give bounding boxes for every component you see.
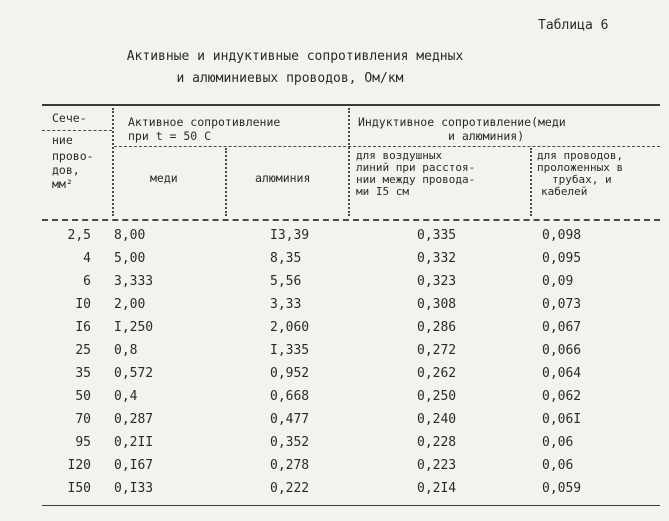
cell-inductive-cable: 0,059 xyxy=(542,481,582,496)
cell-copper-active: 0,I67 xyxy=(114,458,154,473)
header-divider xyxy=(348,108,350,216)
header-section-line1: Сече- xyxy=(52,111,87,125)
cell-section: 95 xyxy=(75,435,91,450)
cell-copper-active: 0,I33 xyxy=(114,481,154,496)
cell-copper-active: 2,00 xyxy=(114,297,146,312)
table-top-rule xyxy=(42,104,660,106)
table-title-line-2: и алюминиевых проводов, Ом/км xyxy=(176,71,404,86)
header-bottom-rule xyxy=(42,219,660,221)
table-row xyxy=(42,343,660,366)
cell-section: I50 xyxy=(67,481,91,496)
cell-copper-active: 5,00 xyxy=(114,251,146,266)
cell-inductive-overhead: 0,286 xyxy=(417,320,457,335)
cell-section: I6 xyxy=(75,320,91,335)
cell-inductive-overhead: 0,2I4 xyxy=(417,481,457,496)
cell-inductive-cable: 0,06 xyxy=(542,458,574,473)
cell-inductive-overhead: 0,332 xyxy=(417,251,457,266)
table-row xyxy=(42,297,660,320)
cell-copper-active: 0,287 xyxy=(114,412,154,427)
header-overhead-line2: линий при расстоя- xyxy=(356,161,476,174)
cell-aluminum-active: 0,668 xyxy=(270,389,310,404)
cell-aluminum-active: 0,952 xyxy=(270,366,310,381)
table-bottom-rule xyxy=(42,505,660,506)
header-overhead-line3: нии между провода- xyxy=(356,173,476,186)
cell-inductive-cable: 0,073 xyxy=(542,297,582,312)
table-row xyxy=(42,251,660,274)
header-divider xyxy=(112,108,114,216)
table-row xyxy=(42,320,660,343)
cell-inductive-cable: 0,095 xyxy=(542,251,582,266)
cell-inductive-cable: 0,06 xyxy=(542,435,574,450)
table-row xyxy=(42,481,660,504)
cell-inductive-cable: 0,098 xyxy=(542,228,582,243)
header-aluminum: алюминия xyxy=(255,171,311,185)
cell-inductive-overhead: 0,308 xyxy=(417,297,457,312)
cell-section: 4 xyxy=(83,251,91,266)
cell-section: 50 xyxy=(75,389,91,404)
cell-inductive-overhead: 0,323 xyxy=(417,274,457,289)
cell-inductive-overhead: 0,250 xyxy=(417,389,457,404)
cell-aluminum-active: I3,39 xyxy=(270,228,310,243)
header-overhead-line4: ми I5 см xyxy=(356,185,409,198)
cell-inductive-overhead: 0,272 xyxy=(417,343,457,358)
header-cable-line2: проложенных в xyxy=(537,161,624,174)
cell-section: I0 xyxy=(75,297,91,312)
cell-section: 2,5 xyxy=(67,228,91,243)
header-section-line5: мм² xyxy=(52,177,73,191)
cell-section: 35 xyxy=(75,366,91,381)
cell-aluminum-active: 2,060 xyxy=(270,320,310,335)
header-active: Активное сопротивление xyxy=(128,115,281,129)
cell-copper-active: 0,4 xyxy=(114,389,138,404)
cell-inductive-overhead: 0,223 xyxy=(417,458,457,473)
cell-copper-active: I,250 xyxy=(114,320,154,335)
header-inductive-sub: и алюминия) xyxy=(448,129,525,143)
table-row xyxy=(42,412,660,435)
cell-section: I20 xyxy=(67,458,91,473)
cell-inductive-cable: 0,09 xyxy=(542,274,574,289)
table-row xyxy=(42,274,660,297)
cell-inductive-cable: 0,062 xyxy=(542,389,582,404)
cell-inductive-overhead: 0,262 xyxy=(417,366,457,381)
table-label: Таблица 6 xyxy=(538,18,609,33)
header-inductive: Индуктивное сопротивление(меди xyxy=(358,115,566,129)
cell-copper-active: 8,00 xyxy=(114,228,146,243)
header-section-line3: прово- xyxy=(52,149,94,163)
header-copper: меди xyxy=(150,171,178,185)
cell-aluminum-active: 0,222 xyxy=(270,481,310,496)
cell-inductive-overhead: 0,240 xyxy=(417,412,457,427)
header-sub-rule xyxy=(42,130,112,131)
header-section-line2: ние xyxy=(52,133,73,147)
cell-inductive-cable: 0,06I xyxy=(542,412,582,427)
cell-aluminum-active: 8,35 xyxy=(270,251,302,266)
cell-aluminum-active: 0,477 xyxy=(270,412,310,427)
header-cable-line4: кабелей xyxy=(541,185,588,198)
header-divider xyxy=(530,148,532,216)
header-overhead-line1: для воздушных xyxy=(356,149,443,162)
table-row xyxy=(42,389,660,412)
cell-aluminum-active: 5,56 xyxy=(270,274,302,289)
header-cable-line3: трубах, и xyxy=(552,173,612,186)
header-section-line4: дов, xyxy=(52,163,80,177)
cell-section: 25 xyxy=(75,343,91,358)
table-row xyxy=(42,366,660,389)
cell-copper-active: 0,2II xyxy=(114,435,154,450)
cell-copper-active: 0,8 xyxy=(114,343,138,358)
cell-inductive-cable: 0,066 xyxy=(542,343,582,358)
cell-inductive-cable: 0,067 xyxy=(542,320,582,335)
cell-aluminum-active: 3,33 xyxy=(270,297,302,312)
cell-aluminum-active: 0,278 xyxy=(270,458,310,473)
cell-copper-active: 3,333 xyxy=(114,274,154,289)
cell-aluminum-active: 0,352 xyxy=(270,435,310,450)
table-row xyxy=(42,228,660,251)
cell-copper-active: 0,572 xyxy=(114,366,154,381)
table-row xyxy=(42,435,660,458)
table-title-line-1: Активные и индуктивные сопротивления медных xyxy=(126,49,464,64)
cell-inductive-cable: 0,064 xyxy=(542,366,582,381)
cell-aluminum-active: I,335 xyxy=(270,343,310,358)
header-active-temp: при t = 50 С xyxy=(128,129,212,143)
cell-inductive-overhead: 0,335 xyxy=(417,228,457,243)
cell-section: 6 xyxy=(83,274,91,289)
header-divider xyxy=(225,148,227,216)
cell-section: 70 xyxy=(75,412,91,427)
header-sub-rule xyxy=(114,146,660,147)
header-cable-line1: для проводов, xyxy=(537,149,624,162)
cell-inductive-overhead: 0,228 xyxy=(417,435,457,450)
table-row xyxy=(42,458,660,481)
